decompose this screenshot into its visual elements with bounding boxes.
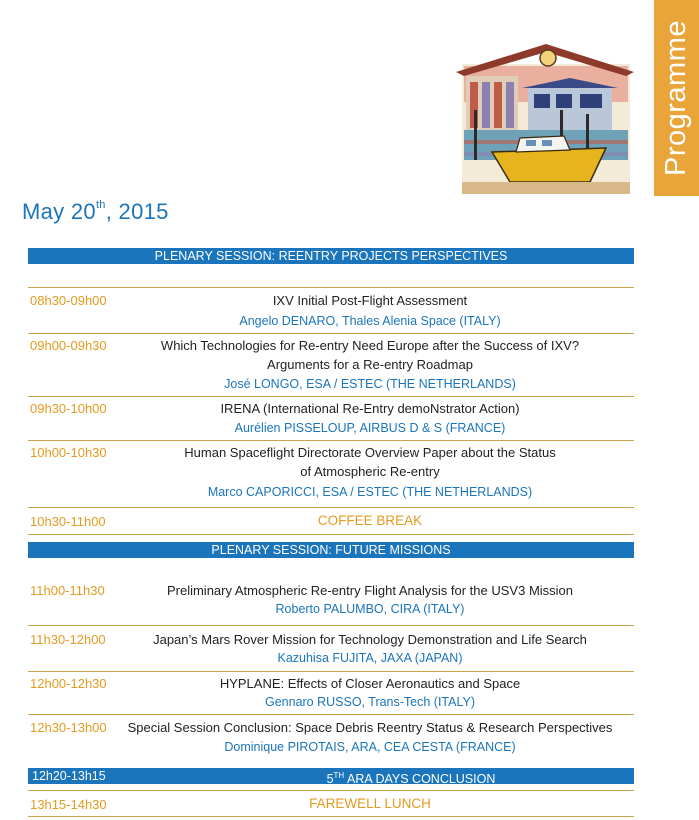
break-time: 10h30-11h00 <box>30 514 106 529</box>
talk-time: 11h30-12h00 <box>30 632 106 647</box>
conclusion-bar <box>28 768 634 787</box>
divider <box>28 816 634 817</box>
talk-time: 12h00-12h30 <box>30 676 107 691</box>
conclusion-time: 12h20-13h15 <box>32 769 106 783</box>
talk-title: Special Session Conclusion: Space Debris Reentry Status & Research Perspectives <box>127 720 613 735</box>
talk-time: 10h00-10h30 <box>30 445 107 460</box>
talk-time: 09h30-10h00 <box>30 401 107 416</box>
session-header-future-missions: PLENARY SESSION: FUTURE MISSIONS <box>28 542 634 558</box>
divider <box>28 625 634 626</box>
talk-title: IRENA (International Re-Entry demoNstrator Action) <box>220 401 520 416</box>
talk-speaker: Dominique PIROTAIS, ARA, CEA CESTA (FRANCE) <box>224 740 516 754</box>
divider <box>28 507 634 508</box>
talk-time: 11h00-11h30 <box>30 583 105 598</box>
talk-time: 09h00-09h30 <box>30 338 107 353</box>
programme-tab <box>654 0 699 196</box>
talk-title: HYPLANE: Effects of Closer Aeronautics and Space <box>219 676 521 691</box>
talk-speaker: José LONGO, ESA / ESTEC (THE NETHERLANDS) <box>224 377 516 391</box>
divider <box>28 287 634 288</box>
talk-title: Preliminary Atmospheric Re-entry Flight Analysis for the USV3 Mission <box>166 583 574 598</box>
talk-title: Human Spaceflight Directorate Overview Paper about the Status of Atmospheric Re-entry <box>184 445 556 479</box>
talk-speaker: Roberto PALUMBO, CIRA (ITALY) <box>275 602 465 616</box>
divider <box>28 440 634 441</box>
divider <box>28 534 634 535</box>
talk-title: Japan’s Mars Rover Mission for Technology Demonstration and Life Search <box>153 632 587 647</box>
harbour-house-illustration <box>456 40 634 196</box>
break-time: 13h15-14h30 <box>30 797 107 812</box>
talk-speaker: Angelo DENARO, Thales Alenia Space (ITALY) <box>239 314 501 328</box>
talk-title: IXV Initial Post-Flight Assessment <box>272 293 468 308</box>
talk-time: 08h30-09h00 <box>30 293 107 308</box>
talk-speaker: Marco CAPORICCI, ESA / ESTEC (THE NETHERLANDS) <box>207 485 533 499</box>
talk-speaker: Aurélien PISSELOUP, AIRBUS D & S (FRANCE) <box>234 421 506 435</box>
date-heading: May 20th, 2015 <box>22 198 169 224</box>
talk-speaker: Kazuhisa FUJITA, JAXA (JAPAN) <box>277 651 463 665</box>
talk-title: Which Technologies for Re-entry Need Europe after the Success of IXV? Arguments for a Re-entry Roadmap <box>160 338 580 372</box>
programme-tab-label: Programme <box>660 20 692 176</box>
farewell-lunch-label: FAREWELL LUNCH <box>309 796 431 811</box>
coffee-break-label: COFFEE BREAK <box>317 513 423 528</box>
divider <box>28 671 634 672</box>
talk-time: 12h30-13h00 <box>30 720 107 735</box>
divider <box>28 790 634 791</box>
divider <box>28 333 634 334</box>
session-header-reentry-projects: PLENARY SESSION: REENTRY PROJECTS PERSPECTIVES <box>28 248 634 264</box>
conclusion-label: 5TH ARA DAYS CONCLUSION <box>326 771 496 787</box>
divider <box>28 396 634 397</box>
divider <box>28 714 634 715</box>
talk-speaker: Gennaro RUSSO, Trans-Tech (ITALY) <box>264 695 476 709</box>
